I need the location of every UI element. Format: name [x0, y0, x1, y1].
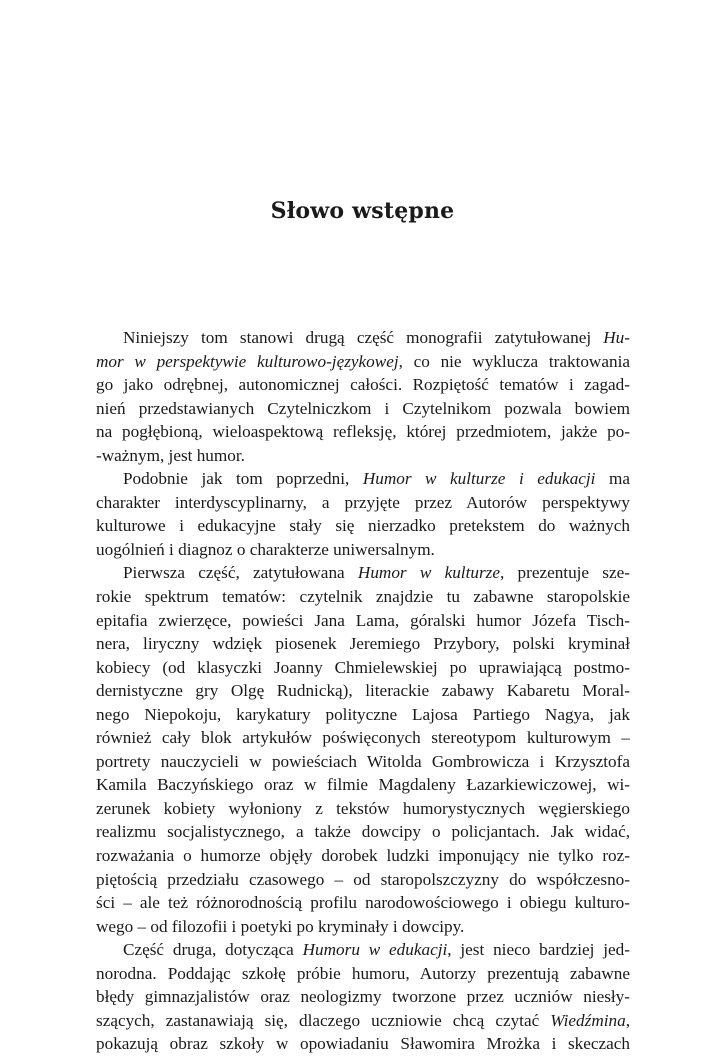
text-run: nień przedstawianych Czytelniczkom i Czytelnikom pozwala bowiem: [96, 398, 630, 418]
text-run: Część druga, dotycząca: [123, 940, 303, 960]
text-line: [96, 679, 630, 703]
text-line: [96, 891, 630, 915]
text-run: piętością przedziału czasowego – od staropolszczyzny do współczesno-: [96, 869, 630, 889]
text-run: ści – ale też różnorodnością profilu narodowościowego i obiegu kulturo-: [96, 893, 630, 913]
text-run: nego Niepokoju, karykatury polityczne Lajosa Partiego Nagya, jak: [96, 704, 630, 724]
text-line: [96, 397, 630, 421]
text-run: również cały blok artykułów poświęconych stereotypom kulturowym –: [96, 728, 630, 748]
text-run: rozważania o humorze objęły dorobek ludzki imponujący nie tylko roz-: [96, 846, 630, 866]
text-line: [96, 985, 630, 1009]
text-run: -ważnym, jest humor.: [96, 445, 245, 465]
text-run: , jest nieco bardziej jed-: [447, 940, 630, 960]
text-line: [96, 609, 630, 633]
text-line: [96, 632, 630, 656]
text-line: [96, 420, 630, 444]
italic-title-run: Humor w kulturze i edukacji: [362, 469, 596, 489]
text-line: [96, 703, 630, 727]
text-run: rokie spektrum tematów: czytelnik znajdzie tu zabawne staropolskie: [96, 587, 630, 607]
text-run: pokazują obraz szkoły w opowiadaniu Sławomira Mrożka i skeczach: [96, 1034, 630, 1054]
text-run: realizmu socjalistycznego, a także dowcipy o policjantach. Jak widać,: [96, 822, 630, 842]
text-line: [96, 491, 630, 515]
text-line: [96, 585, 630, 609]
text-run: szących, zastanawiają się, dlaczego uczniowie chcą czytać: [96, 1010, 551, 1030]
text-line: [96, 561, 630, 585]
page-title: Słowo wstępne: [270, 198, 455, 224]
text-run: zerunek kobiety wyłoniony z tekstów humorystycznych węgierskiego: [96, 798, 630, 818]
text-run: ma: [595, 469, 630, 489]
text-run: kulturowe i edukacyjne stały się nierzadko pretekstem do ważnych: [96, 516, 630, 536]
text-line: [96, 726, 630, 750]
text-line: [96, 773, 630, 797]
text-line: [96, 844, 630, 868]
text-run: , co nie wyklucza traktowania: [398, 351, 630, 371]
text-line: [96, 538, 630, 562]
text-run: , prezentuje sze-: [499, 563, 630, 583]
text-run: Podobnie jak tom poprzedni,: [123, 469, 363, 489]
italic-title-run: Wiedźmina: [550, 1010, 626, 1030]
text-line: [96, 820, 630, 844]
italic-title-run: Hu-: [603, 328, 630, 347]
text-run: Kamila Baczyńskiego oraz w filmie Magdaleny Łazarkiewiczowej, wi-: [96, 775, 630, 795]
text-line: [96, 868, 630, 892]
text-line: [96, 444, 630, 468]
text-run: uogólnień i diagnoz o charakterze uniwersalnym.: [96, 539, 435, 559]
text-line: [96, 350, 630, 374]
text-run: Niniejszy tom stanowi drugą część monografii zatytułowanej: [123, 328, 604, 347]
text-line: [96, 326, 630, 350]
text-run: Pierwsza część, zatytułowana: [123, 563, 358, 583]
text-run: na pogłębioną, wieloaspektową refleksję, której przedmiotem, jakże po-: [96, 422, 630, 442]
text-run: epitafia zwierzęce, powieści Jana Lama, góralski humor Józefa Tisch-: [96, 610, 630, 630]
text-line: [96, 797, 630, 821]
text-run: ,: [625, 1010, 630, 1030]
text-line: [96, 467, 630, 491]
text-line: [96, 915, 630, 939]
text-run: charakter interdyscyplinarny, a przyjęte przez Autorów perspektywy: [96, 492, 630, 512]
text-line: [96, 1032, 630, 1056]
italic-title-run: mor w perspektywie kulturowo-językowej: [96, 351, 399, 371]
text-run: wego – od filozofii i poetyki po kryminały i dowcipy.: [96, 916, 465, 936]
text-line: [96, 1009, 630, 1033]
text-line: [96, 962, 630, 986]
text-run: nera, liryczny wdzięk piosenek Jeremiego Przybory, polski kryminał: [96, 634, 630, 654]
text-run: norodna. Poddając szkołę próbie humoru, Autorzy prezentują zabawne: [96, 963, 630, 983]
text-run: błędy gimnazjalistów oraz neologizmy tworzone przez uczniów niesły-: [96, 987, 630, 1007]
text-line: [96, 656, 630, 680]
text-line: [96, 514, 630, 538]
text-run: kobiecy (od klasyczki Joanny Chmielewskiej po uprawiającą postmo-: [96, 657, 630, 677]
body-text: [96, 326, 630, 1056]
text-line: [96, 750, 630, 774]
italic-title-run: Humor w kulturze: [357, 563, 500, 583]
italic-title-run: Humoru w edukacji: [302, 940, 448, 960]
text-line: [96, 938, 630, 962]
text-run: go jako odrębnej, autonomicznej całości. Rozpiętość tematów i zagad-: [96, 375, 630, 395]
text-line: [96, 373, 630, 397]
text-run: portrety nauczycieli w powieściach Witolda Gombrowicza i Krzysztofa: [96, 751, 630, 771]
text-run: dernistyczne gry Olgę Rudnicką), literackie zabawy Kabaretu Moral-: [96, 681, 630, 701]
